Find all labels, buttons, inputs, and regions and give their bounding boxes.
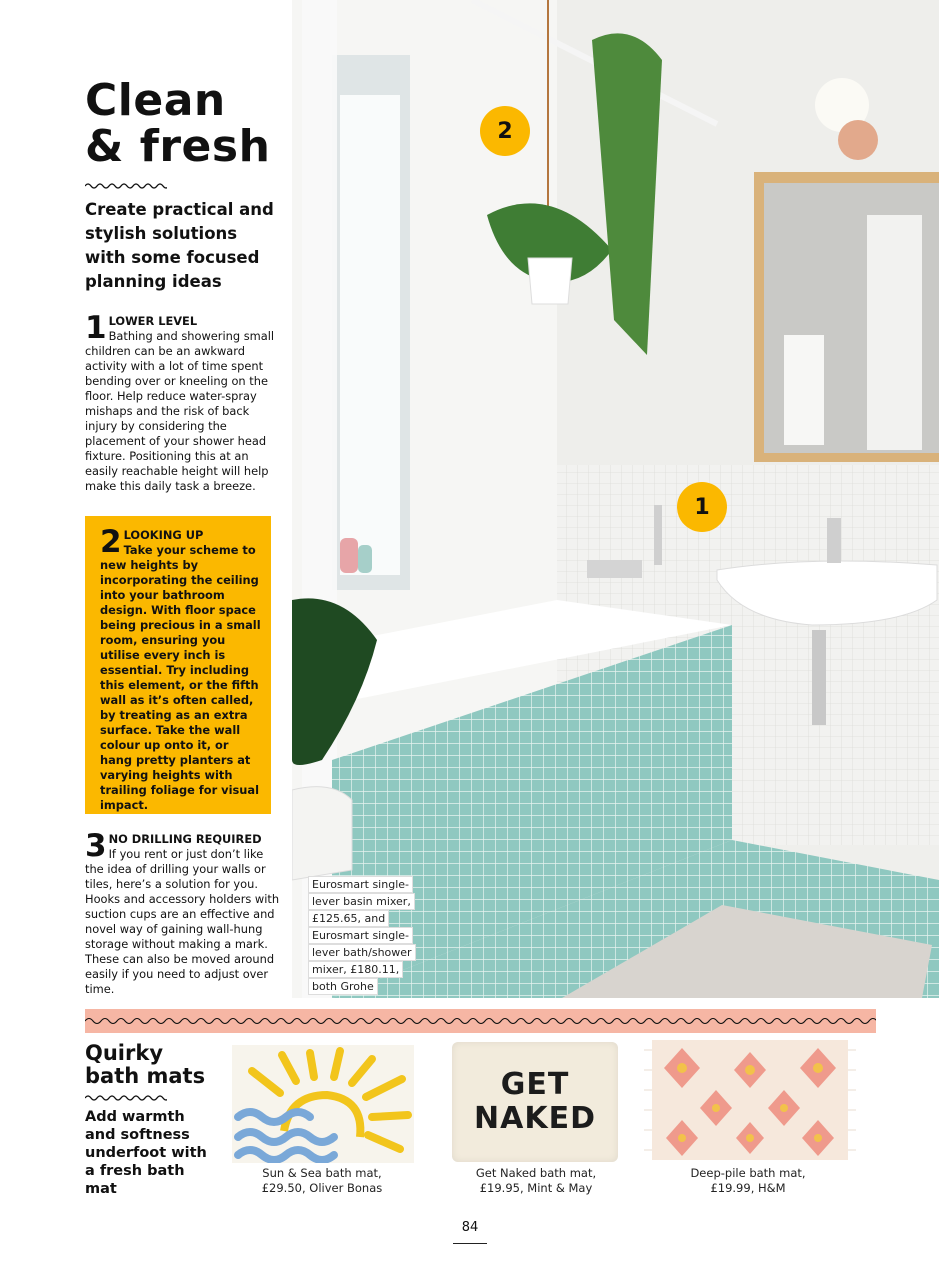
tip-body: If you rent or just don’t like the idea of drilling your walls or tiles, here’s a solution for you. Hooks and accessory holders with suction cups are an effective and novel way of gaining wall-hung storage without making a mark. These can also be moved around easily if you need to adjust over time. <box>85 847 280 996</box>
caption-line: Eurosmart single- <box>308 876 413 893</box>
mats-squiggle-divider <box>85 1094 167 1102</box>
tip-number: 2 <box>100 524 122 560</box>
sun-sea-caption <box>232 1166 412 1196</box>
deep-pile-bath-mat-image <box>642 1040 858 1160</box>
caption-line: both Grohe <box>308 978 378 995</box>
caption-line: lever basin mixer, <box>308 893 415 910</box>
mats-section-title <box>85 1042 205 1088</box>
tip-no-drilling <box>85 828 280 997</box>
mat-text-line-2: NAKED <box>474 1101 596 1136</box>
page-title <box>85 75 271 172</box>
tip-body: Bathing and showering small children can be an awkward activity with a lot of time spent bending over or kneeling on the floor. Help reduce water-spray mishaps and the risk of back injury by considering the placement of your shower head fixture. Positioning this at an easily reachable height will help make this daily task a breeze. <box>85 329 275 493</box>
product-price: £19.99, H&M <box>710 1181 786 1195</box>
product-name: Deep-pile bath mat, <box>690 1166 806 1180</box>
get-naked-bath-mat-image <box>452 1042 618 1162</box>
caption-line: £125.65, and <box>308 910 389 927</box>
page-number-rule <box>453 1243 487 1244</box>
sun-sea-bath-mat-image <box>232 1045 414 1163</box>
intro-text: Create practical and stylish solutions with some focused planning ideas <box>85 200 274 291</box>
tip-number: 1 <box>85 310 107 346</box>
product-name: Get Naked bath mat, <box>475 1166 597 1180</box>
bathroom-photo <box>292 0 939 998</box>
tip-looking-up <box>100 524 264 813</box>
deep-pile-caption <box>658 1166 838 1196</box>
photo-marker-2: 2 <box>480 106 530 156</box>
product-price: £19.95, Mint & May <box>479 1181 593 1195</box>
mats-title-line-1: Quirky <box>85 1041 164 1065</box>
caption-line: lever bath/shower <box>308 944 416 961</box>
tip-lower-level <box>85 310 277 494</box>
title-line-2: & fresh <box>85 121 271 172</box>
product-name: Sun & Sea bath mat, <box>262 1166 382 1180</box>
tip-number: 3 <box>85 828 107 864</box>
title-squiggle-divider <box>85 182 167 190</box>
mats-title-line-2: bath mats <box>85 1064 206 1088</box>
mats-intro: Add warmth and softness underfoot with a fresh bath mat <box>85 1109 207 1197</box>
section-divider-band <box>85 1009 876 1033</box>
bathroom-illustration <box>292 0 939 998</box>
get-naked-caption <box>445 1166 627 1196</box>
title-line-1: Clean <box>85 75 226 126</box>
photo-marker-1: 1 <box>677 482 727 532</box>
mat-text-line-1: GET <box>500 1067 570 1102</box>
caption-line: mixer, £180.11, <box>308 961 403 978</box>
tip-heading: NO DRILLING REQUIRED <box>108 832 262 846</box>
photo-caption <box>308 876 416 995</box>
tip-body: Take your scheme to new heights by incorporating the ceiling into your bathroom design. With floor space being precious in a small room, ensuring you utilise every inch is essential. Try including this element, or the fifth wall as it’s often called, by treating as an extra surface. Take the wall colour up onto it, or hang pretty planters at varying heights with trailing foliage for visual impact. <box>100 543 261 812</box>
tip-heading: LOWER LEVEL <box>108 314 198 328</box>
page-number: 84 <box>461 1220 479 1235</box>
product-price: £29.50, Oliver Bonas <box>261 1181 383 1195</box>
caption-line: Eurosmart single- <box>308 927 413 944</box>
tip-heading: LOOKING UP <box>123 528 204 542</box>
